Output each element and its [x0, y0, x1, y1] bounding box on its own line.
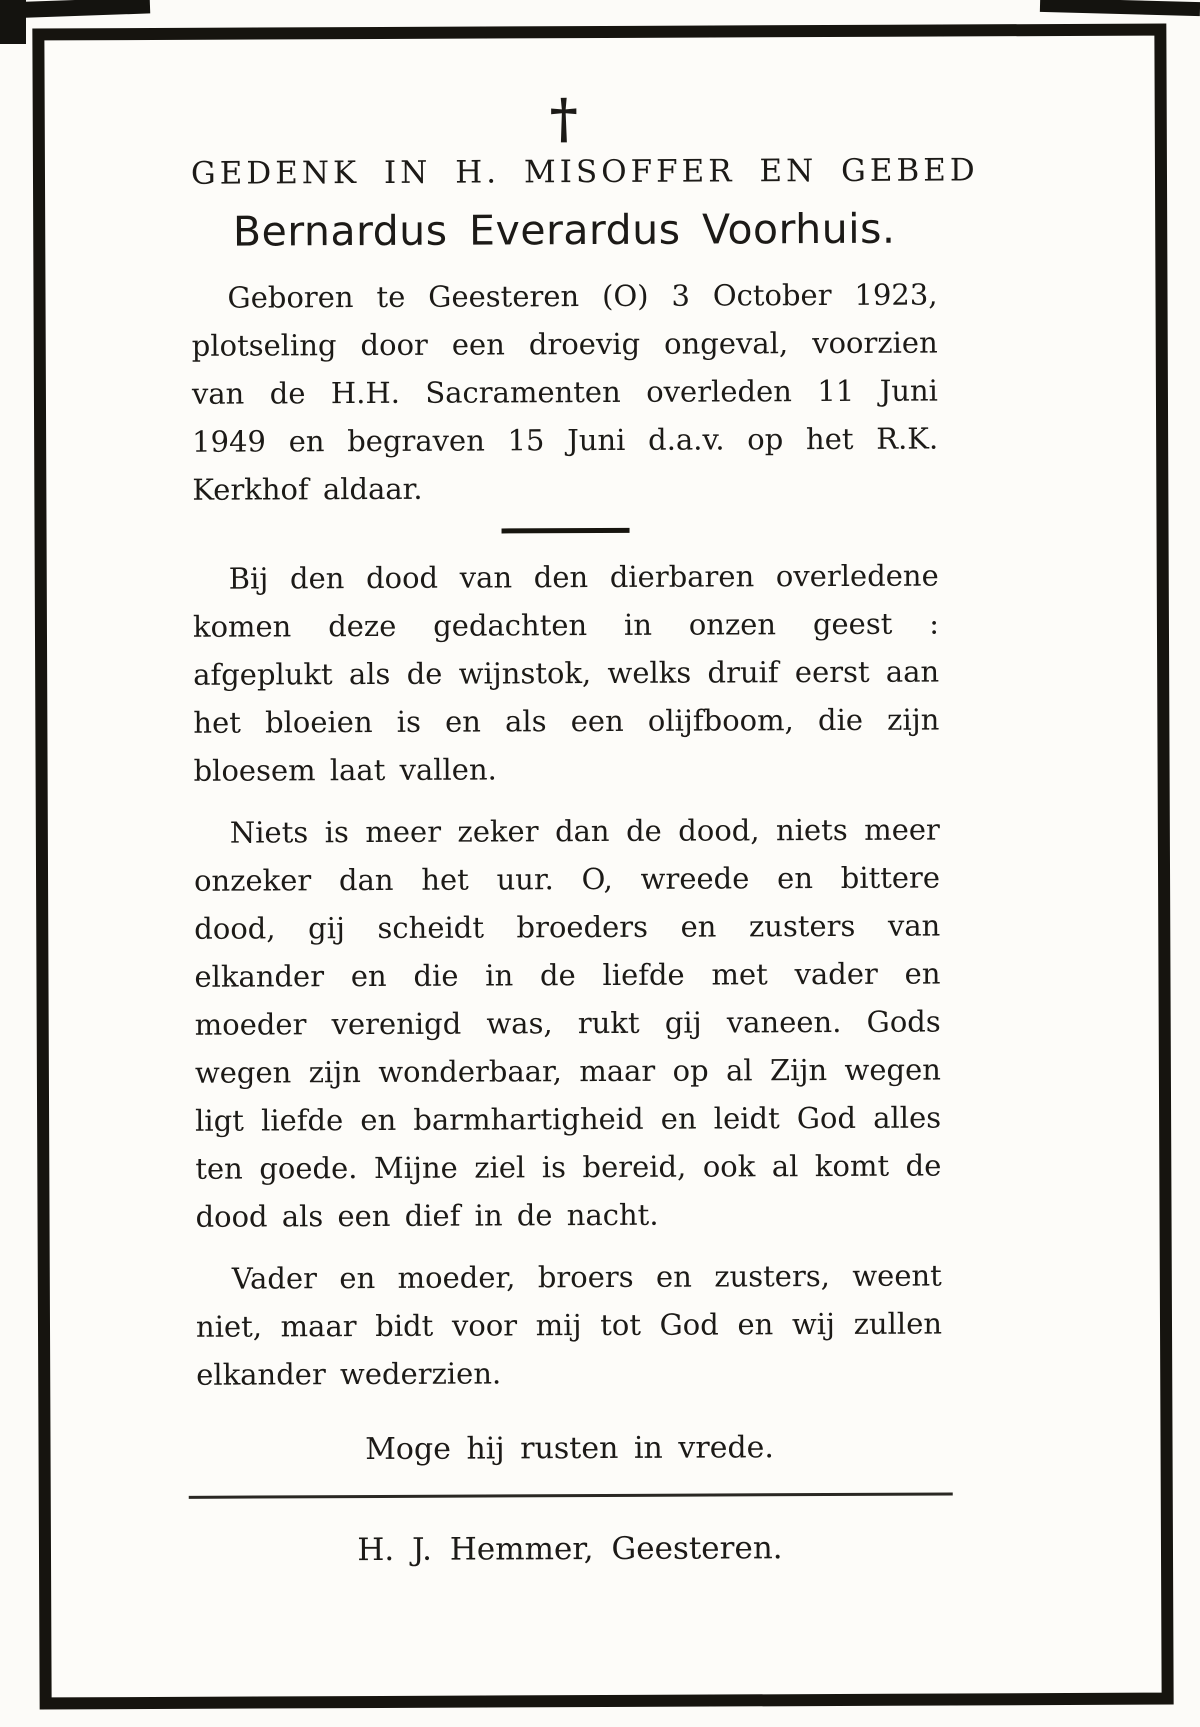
footer-rule	[189, 1492, 953, 1498]
deceased-name: Bernardus Everardus Voorhuis.	[232, 204, 896, 256]
body-paragraph: Bij den dood van den dierbaren overledene komen deze gedachten in onzen geest : afgeplukt als de wijnstok, welks druif eerst aan het bloeien is en als een olijfboom, die zijn bloesem laat vallen.	[192, 558, 940, 788]
scan-artifact	[1040, 0, 1200, 16]
body-paragraph: Vader en moeder, broers en zusters, weent niet, maar bidt voor mij tot God en wij zullen elkander wederzien.	[195, 1258, 943, 1392]
closing-prayer: Moge hij rusten in vrede.	[365, 1430, 774, 1468]
section-divider	[502, 528, 630, 534]
card-border-frame	[32, 24, 1173, 1710]
scan-artifact	[0, 0, 26, 44]
body-paragraph: Niets is meer zeker dan de dood, niets meer onzeker dan het uur. O, wreede en bittere dood, gij scheidt broeders en zusters van elkander en die in de liefde met vader en moeder verenigd was, rukt gij vaneen. Gods wegen zijn wonderbaar, maar op al Zijn wegen ligt liefde en barmhartigheid en leidt God alles ten goede. Mijne ziel is bereid, ook al komt de dood als een dief in de nacht.	[193, 812, 942, 1234]
memorial-header: GEDENK IN H. MISOFFER EN GEBED	[190, 152, 979, 192]
printer-credit: H. J. Hemmer, Geesteren.	[357, 1530, 783, 1569]
intro-paragraph: Geboren te Geesteren (O) 3 October 1923, plotseling door een droevig ongeval, voorzien van de H.H. Sacramenten overleden 11 Juni 1949 en begraven 15 Juni d.a.v. op het R.K. Kerkhof aldaar.	[191, 277, 939, 507]
card-content	[44, 36, 1161, 1698]
cross-icon: †	[549, 86, 578, 151]
